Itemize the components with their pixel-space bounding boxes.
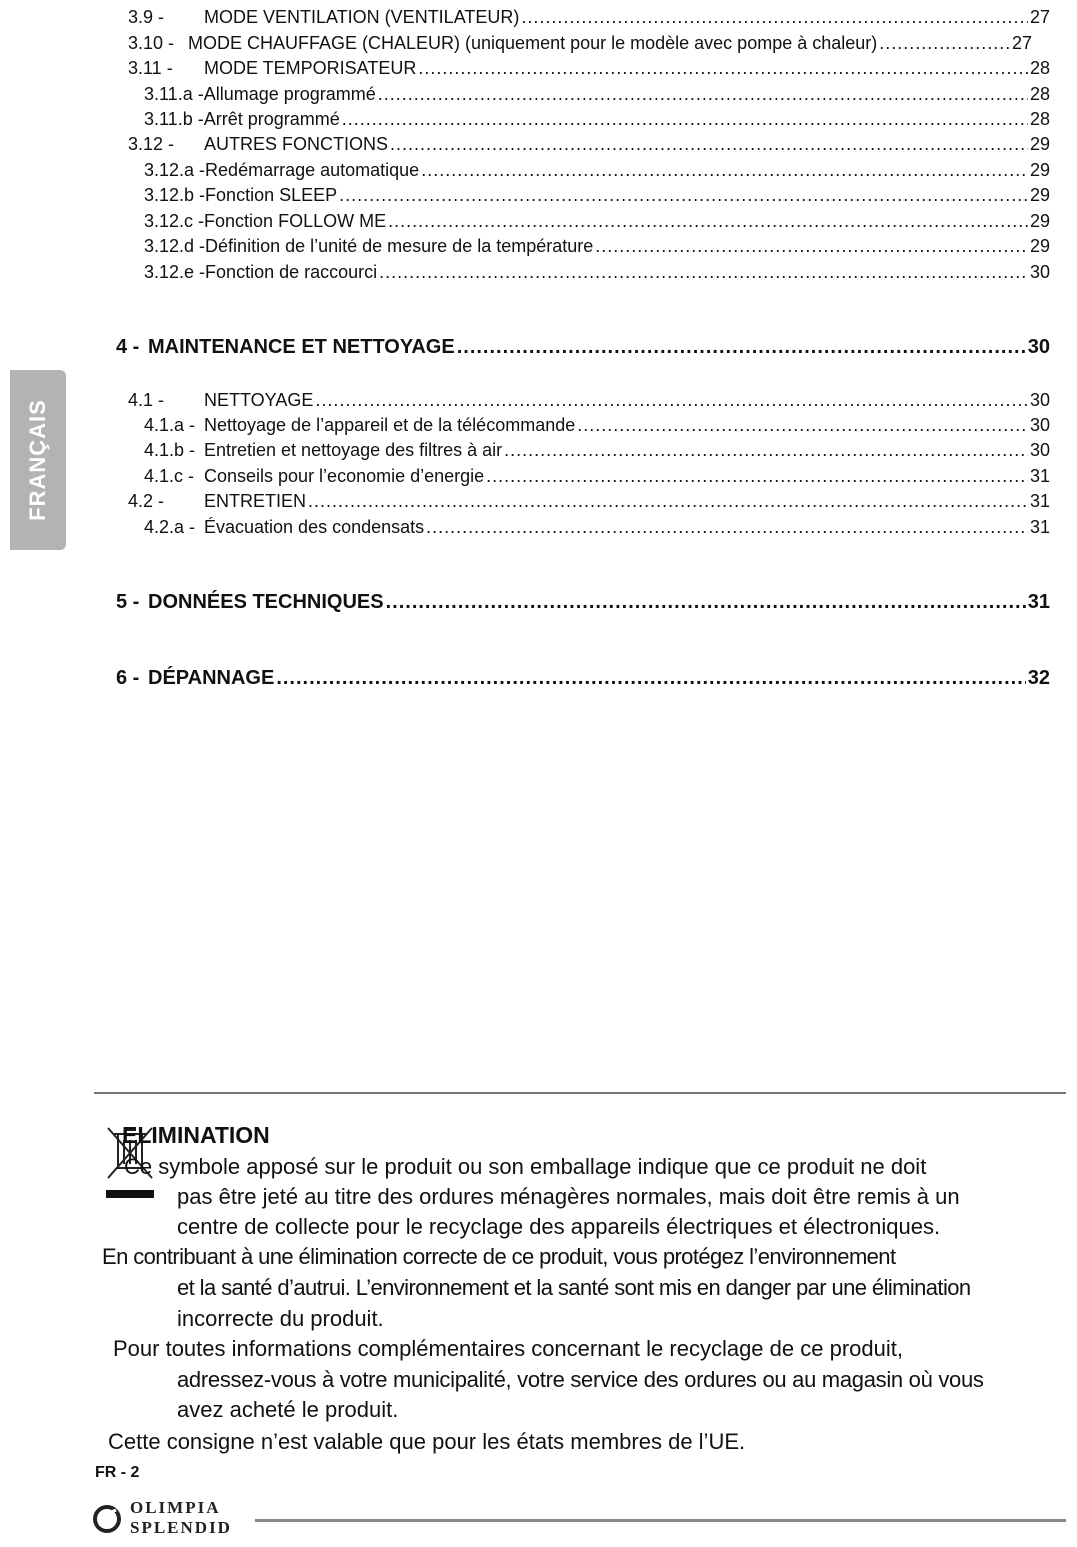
elim-p1-line1: Ce symbole apposé sur le produit ou son emballage indique que ce produit ne doit: [124, 1154, 927, 1179]
toc-entry[interactable]: 4.1 - NETTOYAGE ..... 30: [0, 387, 1050, 413]
elim-p4: Cette consigne n’est valable que pour les états membres de l’UE.: [108, 1429, 746, 1454]
language-tab-label: FRANÇAIS: [25, 399, 50, 521]
brand-logo: [92, 1498, 252, 1540]
logo-text-bottom: SPLENDID: [130, 1518, 232, 1537]
toc-entry[interactable]: 4.1.b - Entretien et nettoyage des filtres à air ..... 30: [0, 437, 1050, 463]
toc-chapter[interactable]: 4 - MAINTENANCE ET NETTOYAGE ..... 30: [0, 334, 1050, 360]
toc-entry[interactable]: 3.9 - MODE VENTILATION (VENTILATEUR) ..... 27: [0, 4, 1050, 30]
elim-p3-line1: Pour toutes informations complémentaires concernant le recyclage de ce produit,: [113, 1336, 903, 1361]
toc-entry[interactable]: 4.2 - ENTRETIEN ..... 31: [0, 488, 1050, 514]
toc-entry[interactable]: 3.12.b - Fonction SLEEP ..... 29: [0, 182, 1050, 208]
elim-p1-line2: pas être jeté au titre des ordures ménagères normales, mais doit être remis à un: [177, 1184, 960, 1209]
elim-p3-line3: avez acheté le produit.: [177, 1397, 399, 1422]
elim-p1-line3: centre de collecte pour le recyclage des appareils électriques et électroniques.: [177, 1214, 941, 1239]
toc-entry[interactable]: 3.12 - AUTRES FONCTIONS ..... 29: [0, 131, 1050, 157]
elim-p2-line2: et la santé d’autrui. L’environnement et la santé sont mis en danger par une élimination: [177, 1275, 971, 1300]
elimination-title: ELIMINATION: [122, 1122, 270, 1148]
toc-entry[interactable]: 3.12.e - Fonction de raccourci ..... 30: [0, 259, 1050, 285]
elim-p3-line2: adressez-vous à votre municipalité, votre service des ordures ou au magasin où vous: [177, 1367, 984, 1392]
toc-entry[interactable]: 4.1.a - Nettoyage de l’appareil et de la télécommande ..... 30: [0, 412, 1050, 438]
elim-p2-line1: En contribuant à une élimination correcte de ce produit, vous protégez l’environnement: [102, 1244, 896, 1269]
toc-entry[interactable]: 3.12.c - Fonction FOLLOW ME ..... 29: [0, 208, 1050, 234]
olimpia-logo-icon: [92, 1504, 122, 1534]
footer-rule: [255, 1519, 1066, 1522]
toc-entry[interactable]: 3.11 - MODE TEMPORISATEUR ..... 28: [0, 55, 1050, 81]
toc-chapter[interactable]: 6 - DÉPANNAGE ..... 32: [0, 665, 1050, 691]
page-number: FR - 2: [95, 1464, 140, 1481]
toc-entry[interactable]: 3.12.a - Redémarrage automatique ..... 29: [0, 157, 1050, 183]
elim-p2-line3: incorrecte du produit.: [177, 1306, 384, 1331]
toc-entry[interactable]: 3.11.b - Arrêt programmé ..... 28: [0, 106, 1050, 132]
toc-entry[interactable]: 4.2.a - Évacuation des condensats ..... 31: [0, 514, 1050, 540]
toc-entry[interactable]: 3.11.a - Allumage programmé ..... 28: [0, 81, 1050, 107]
section-divider: [94, 1092, 1066, 1094]
toc-entry[interactable]: 4.1.c - Conseils pour l’economie d’energie ..... 31: [0, 463, 1050, 489]
toc-entry[interactable]: 3.10 - MODE CHAUFFAGE (CHALEUR) (uniquement pour le modèle avec pompe à chaleur) ..... 27: [0, 30, 1050, 56]
toc-entry[interactable]: 3.12.d - Définition de l’unité de mesure de la température ..... 29: [0, 233, 1050, 259]
logo-text-top: OLIMPIA: [130, 1498, 221, 1517]
toc-chapter[interactable]: 5 - DONNÉES TECHNIQUES ..... 31: [0, 589, 1050, 615]
